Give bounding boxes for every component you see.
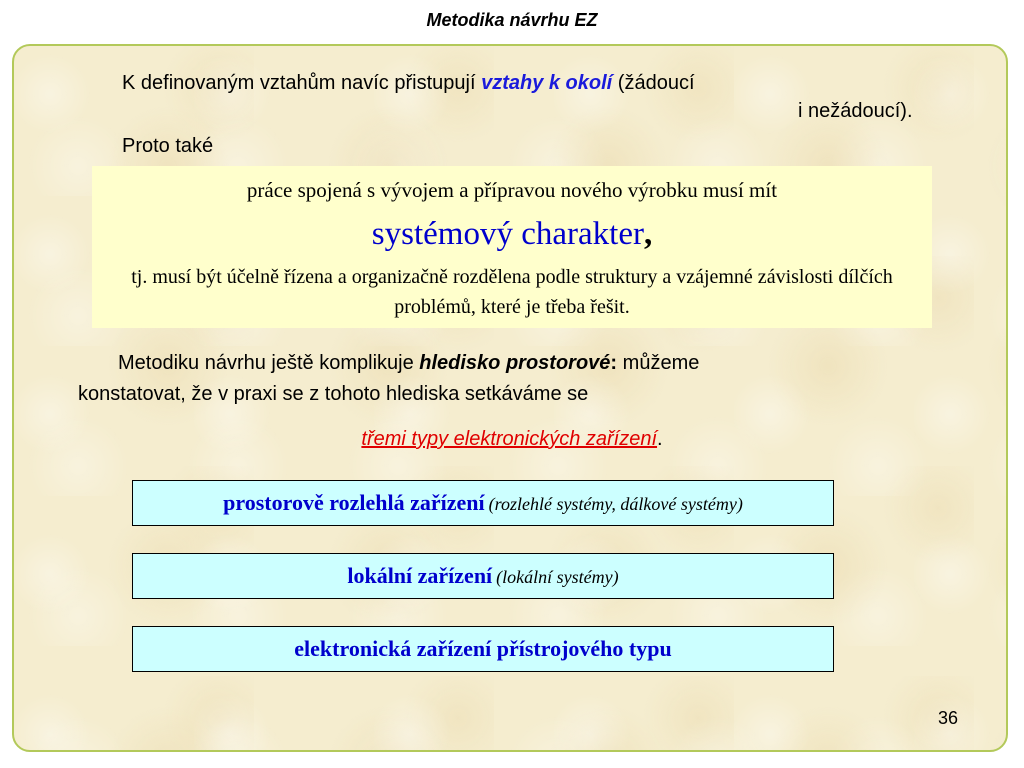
paragraph-text: Metodiku návrhu ještě komplikuje xyxy=(118,352,414,374)
paragraph-colon: : xyxy=(610,352,618,374)
paragraph-line-1 xyxy=(118,352,699,375)
intro-continuation: i nežádoucí). xyxy=(798,100,913,122)
callout-emphasis: systémový charakter xyxy=(371,216,644,252)
paragraph-text-2: můžeme xyxy=(622,352,700,374)
paragraph-period: . xyxy=(657,428,663,450)
device-type-box-3 xyxy=(132,626,834,672)
device-type-box-1 xyxy=(132,480,834,526)
device-types-link[interactable]: třemi typy elektronických zařízení xyxy=(361,428,658,450)
device-type-note: (lokální systémy) xyxy=(496,567,619,587)
slide-title: Metodika návrhu EZ xyxy=(426,10,598,30)
paragraph-highlight: hledisko prostorové xyxy=(419,352,611,374)
intro-highlight: vztahy k okolí xyxy=(481,72,613,94)
page-number: 36 xyxy=(938,708,959,728)
callout-line-3: tj. musí být účelně řízena a organizačně rozdělena podle struktury a vzájemné závislosti dílčích problémů, které je třeba řešit. xyxy=(131,266,893,318)
device-type-title: lokální zařízení xyxy=(347,563,493,588)
callout-line-1: práce spojená s vývojem a přípravou nového výrobku musí mít xyxy=(246,178,778,202)
intro-line-1 xyxy=(122,72,695,95)
device-type-box-2 xyxy=(132,553,834,599)
callout-emphasis-line xyxy=(92,216,932,253)
device-type-title: elektronická zařízení přístrojového typu xyxy=(294,636,672,661)
callout-box xyxy=(92,166,932,328)
device-type-note: (rozlehlé systémy, dálkové systémy) xyxy=(488,494,743,514)
callout-emphasis-punct: , xyxy=(643,216,653,252)
paragraph-line-2: konstatovat, že v praxi se z tohoto hlediska setkáváme se xyxy=(78,383,589,405)
device-type-title: prostorově rozlehlá zařízení xyxy=(223,490,485,515)
intro-suffix: (žádoucí xyxy=(617,72,695,94)
intro-text: K definovaným vztahům navíc přistupují xyxy=(122,72,476,94)
paragraph-line-3 xyxy=(0,428,1024,451)
intro-line-2: Proto také xyxy=(122,135,214,157)
